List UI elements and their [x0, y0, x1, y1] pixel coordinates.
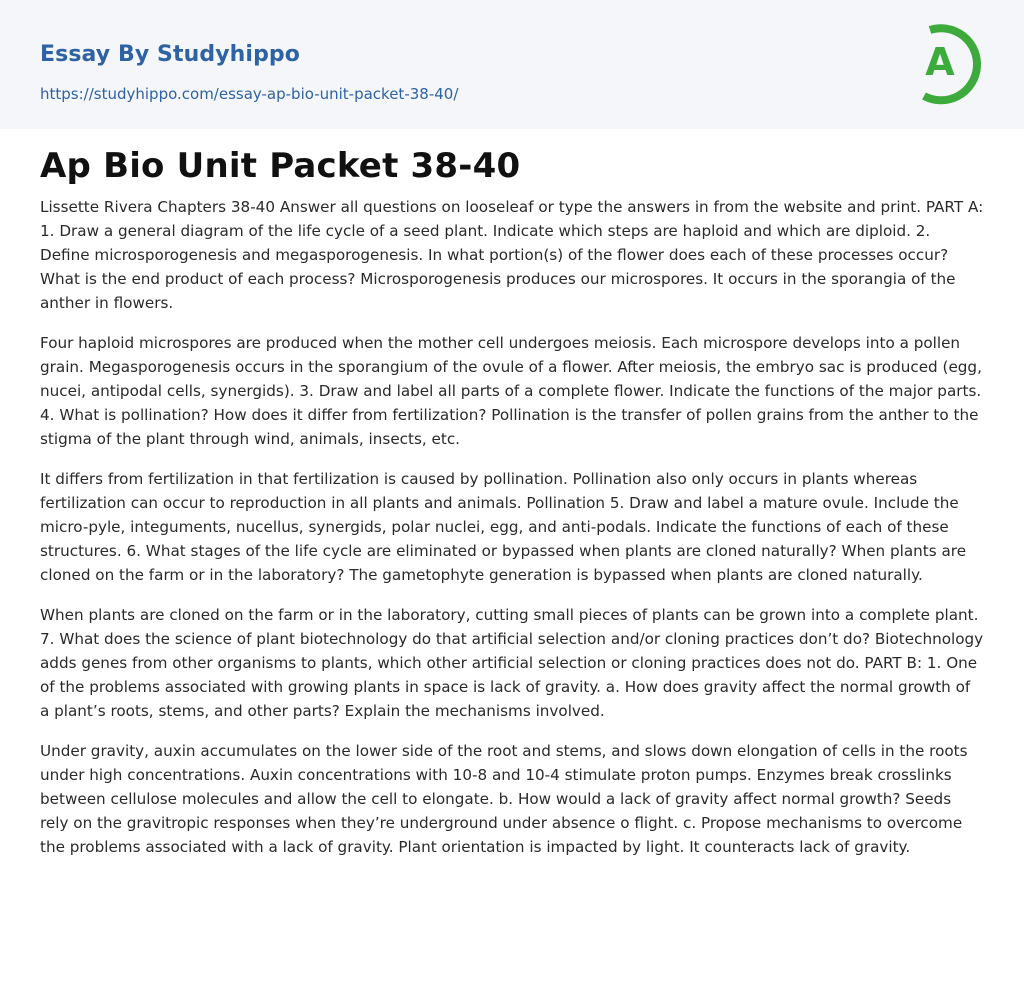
essay-url-link[interactable]: https://studyhippo.com/essay-ap-bio-unit-packet-38-40/ — [40, 85, 459, 103]
studyhippo-logo-icon[interactable] — [910, 18, 990, 106]
essay-paragraph: Lissette Rivera Chapters 38-40 Answer all questions on looseleaf or type the answers in from the website and print. PART A: 1. Draw a general diagram of the life cycle of a seed plant. Indicate which steps are haploid and which are diploid. 2. Define microsporogenesis and megasporogenesis. In what portion(s) of the flower does each of these processes occur? What is the end product of each process? Microsporogenesis produces our microspores. It occurs in the sporangia of the anther in flowers. — [40, 198, 984, 312]
essay-title: Ap Bio Unit Packet 38-40 — [40, 146, 521, 186]
site-brand[interactable]: Essay By Studyhippo — [40, 42, 300, 67]
essay-body — [40, 195, 984, 875]
essay-paragraph: It differs from fertilization in that fertilization is caused by pollination. Pollination also only occurs in plants whereas fertilization can occur to reproduction in all plants and animals. Pollination 5. Draw and label a mature ovule. Include the micro-pyle, integuments, nucellus, synergids, polar nuclei, egg, and anti-podals. Indicate the functions of each of these structures. 6. What stages of the life cycle are eliminated or bypassed when plants are cloned naturally? When plants are cloned on the farm or in the laboratory? The gametophyte generation is bypassed when plants are cloned naturally. — [40, 470, 967, 584]
logo-letter: A — [925, 40, 955, 84]
essay-paragraph: Under gravity, auxin accumulates on the lower side of the root and stems, and slows down elongation of cells in the roots under high concentrations. Auxin concentrations with 10-8 and 10-4 stimulate proton pumps. Enzymes break crosslinks between cellulose molecules and allow the cell to elongate. b. How would a lack of gravity affect normal growth? Seeds rely on the gravitropic responses when they’re underground under absence o flight. c. Propose mechanisms to overcome the problems associated with a lack of gravity. Plant orientation is impacted by light. It counteracts lack of gravity. — [40, 742, 968, 856]
site-header — [0, 0, 1024, 129]
essay-paragraph: When plants are cloned on the farm or in the laboratory, cutting small pieces of plants can be grown into a complete plant. 7. What does the science of plant biotechnology do that artificial selection and/or cloning practices don’t do? Biotechnology adds genes from other organisms to plants, which other artificial selection or cloning practices does not do. PART B: 1. One of the problems associated with growing plants in space is lack of gravity. a. How does gravity affect the normal growth of a plant’s roots, stems, and other parts? Explain the mechanisms involved. — [40, 606, 984, 720]
essay-paragraph: Four haploid microspores are produced when the mother cell undergoes meiosis. Each microspore develops into a pollen grain. Megasporogenesis occurs in the sporangium of the ovule of a flower. After meiosis, the embryo sac is produced (egg, nucei, antipodal cells, synergids). 3. Draw and label all parts of a complete flower. Indicate the functions of the major parts. 4. What is pollination? How does it differ from fertilization? Pollination is the transfer of pollen grains from the anther to the stigma of the plant through wind, animals, insects, etc. — [40, 334, 982, 448]
